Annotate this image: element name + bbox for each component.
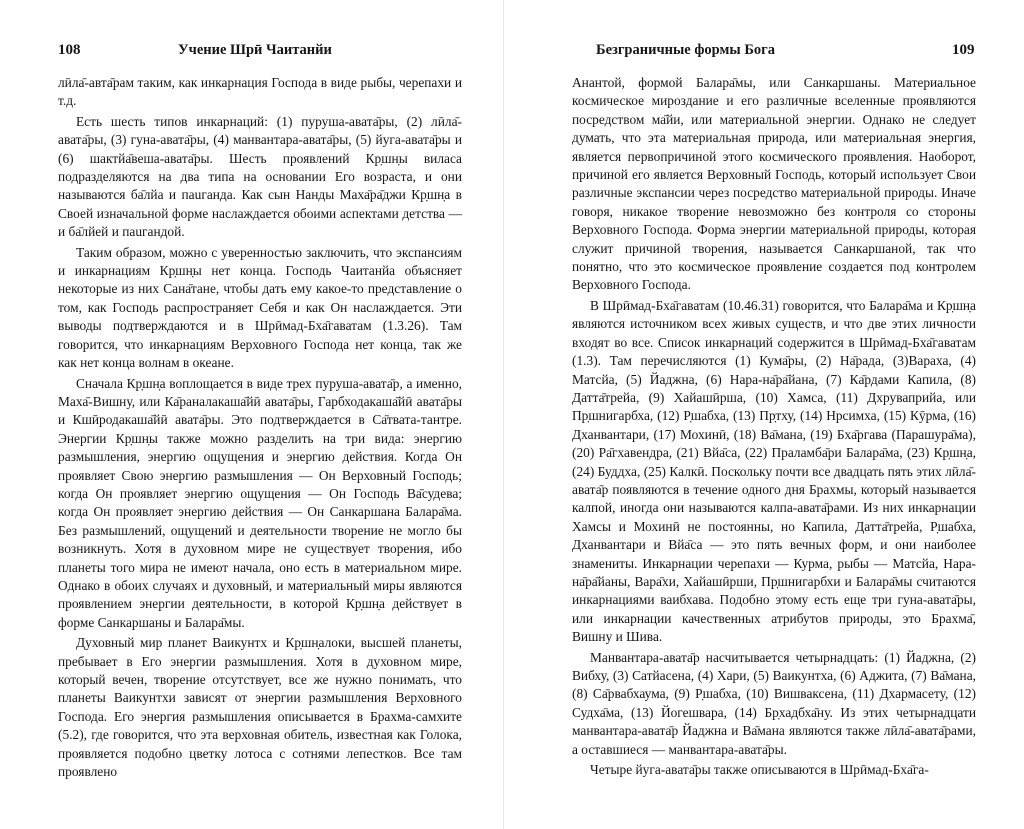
paragraph: Духовный мир планет Ваикунтх и Кр̣шн̣алоки, высшей планеты, пребывает в Его энергии размышления. Хотя в духовном мире, который вечен, творение отсутствует, все же нужно понимать, что планеты Ваикунтхи зависят от энергии размышления Верховного Господа. Его энергия размышления описывается в Брахма-самхите (5.2), где говорится, что эта верховная обитель, известная как Голока, проявляется подобно цветку лотоса с сотнями лепестков. Все там проявлено [58,635,462,780]
running-title-right: Безграничные формы Бога [596,42,775,58]
left-page-body [58,74,462,781]
left-page [0,0,506,829]
right-page [506,0,1024,829]
right-page-body [572,74,976,779]
paragraph: лӣла̄-авта̄рам таким, как инкарнация Господа в виде рыбы, черепахи и т.д. [58,75,462,109]
running-title-left: Учение Шрӣ Чаитанйи [178,42,332,58]
paragraph: Сначала Кр̣шн̣а воплощается в виде трех пуруша-авата̄р, а именно, Маха̄-Вишну, или Ка̄раналакаша̄йӣ авата̄ры, Гарбходакаша̄йӣ авата̄ры и Кшӣродакаша̄йӣ авата̄ры. Это подтверждается в Са̄твата-тантре. Энергии Кр̣шн̣ы также можно разделить на три вида: энергию размышления, энергию ощущения и энергию действия. Когда Он проявляет Свою энергию размышления — Он Верховный Господь; когда Он проявляет энергию ощущения — Он Господь Ва̄судева; когда Он проявляет энергию действия — Он Санкаршана Балара̄ма. Без размышлений, ощущений и деятельности творение не могло бы возникнуть. Хотя в духовном мире не существует творения, ибо планеты того мира не имеют начала, оно есть в материальном мире. Однако в обоих случаях и духовный, и материальный миры являются проявлением энергии деятельности, в которой Кр̣шн̣а действует в форме Санкаршаны и Балара̄мы. [58,375,462,630]
page-number-left: 108 [58,42,81,58]
paragraph: Анантой, формой Балара̄мы, или Санкаршаны. Материальное космическое мироздание и его различные вселенные проявляются посредством ма̄йи, или материальной энергии. Однако не следует думать, что эта материальная природа, или материальная энергия, является первопричиной этого космического проявления. Наоборот, причиной его является Верховный Господь, который использует Свои различные экспансии через посредство материальной природы. Иначе говоря, никакое творение невозможно без контроля со стороны Верховного Господа. Форма энергии материальной природы, которая служит причиной творения, называется Санкаршаной, так что понятно, что это космическое проявление создается под контролем Верховного Господа. [572,75,976,293]
paragraph: Таким образом, можно с уверенностью заключить, что экспансиям и инкарнациям Кр̣шн̣ы нет конца. Господь Чаитанйа объясняет некоторые из них Сана̄тане, чтобы дать ему какое-то представление о том, как Господь распространяет Себя и как Он наслаждается. Эти выводы подтверждаются и в Шрӣмад-Бха̄гаватам (1.3.26). Там говорится, что инкарнациям Верховного Господа нет конца, так же как нет конца волнам в океане. [58,244,462,371]
page-number-right: 109 [952,42,975,58]
paragraph: Манвантара-авата̄р насчитывается четырнадцать: (1) Йаджна, (2) Вибху, (3) Сатйасена, (4) Хари, (5) Ваикунтха, (6) Аджита, (7) Ва̄мана, (8) Са̄рвабхаума, (9) Р̣шабха, (10) Вишваксена, (11) Дхармасету, (12) Судха̄ма, (13) Йогешвара, (14) Бр̣хадбха̄ну. Из этих четырнадцати манвантара-авата̄р Йаджна и Ва̄мана являются также лӣла̄-авата̄рами, а оставшиеся — манвантара-авата̄ры. [572,649,976,757]
paragraph: Есть шесть типов инкарнаций: (1) пуруша-авата̄ры, (2) лӣла̄-авата̄ры, (3) гуна-авата̄ры, (4) манвантара-авата̄ры, (5) йуга-авата̄ры и (6) шактйа̄веша-авата̄ры. Шесть проявлений Кр̣шн̣ы виласа подразделяются на два типа на основании Его возраста, и они называются ба̄лйа и паuганда. Как сын Нанды Маха̄ра̄джи Кр̣шн̣а в Своей изначальной форме наслаждается обоими аспектами детства — и ба̄лйей и паuгандой. [58,113,462,240]
paragraph: В Шрӣмад-Бха̄гаватам (10.46.31) говорится, что Балара̄ма и Кр̣шн̣а являются источником всех живых существ, и что две этих личности входят во все. Список инкарнаций содержится в Шрӣмад-Бха̄гаватам (1.3). Там перечисляются (1) Кума̄ры, (2) На̄рада, (3)Вараха, (4) Матсйа, (5) Йаджна, (6) Нара-на̄ра̄йана, (7) Ка̄рдами Капила, (8) Датта̄трейа, (9) Хайашӣрша, (10) Хамса, (11) Дхруваприйа, или Пр̣шнигарбха, (12) Р̣шабха, (13) Пр̣тху, (14) Нрсимха, (15) Кӯрма, (16) Дханвантари, (17) Мохинӣ, (18) Ва̄мана, (19) Бха̄ргава (Парашура̄ма), (20) Ра̄гхавендра, (21) Вйа̄са, (22) Праламба̄ри Балара̄ма, (23) Кр̣шн̣а, (24) Буддха, (25) Калкӣ. Поскольку почти все двадцать пять этих лӣла̄-авата̄р появляются в течение одного дня Брахмы, который называется калпой, иногда они называются калпа-авата̄рами. Из них инкарнации Хамсы и Мохинӣ не постоянны, но Капила, Датта̄трейа, Р̣шабха, Дханвантари и Вйа̄са — это пять вечных форм, и они наиболее знамениты. Инкарнации черепахи — Курма, рыбы — Матсйа, Нара-на̄ра̄йаны, Вара̄хи, Хайашӣрши, Пр̣шнигарбхи и Балара̄мы считаются инкарнациями ваибхава. Подобно этому есть еще три гуна-авата̄ры, или инкарнации качественных атрибутов природы, это Брахма̄, Вишну и Шива. [572,297,976,645]
paragraph: Четыре йуга-авата̄ры также описываются в Шрӣмад-Бха̄га- [590,762,929,778]
